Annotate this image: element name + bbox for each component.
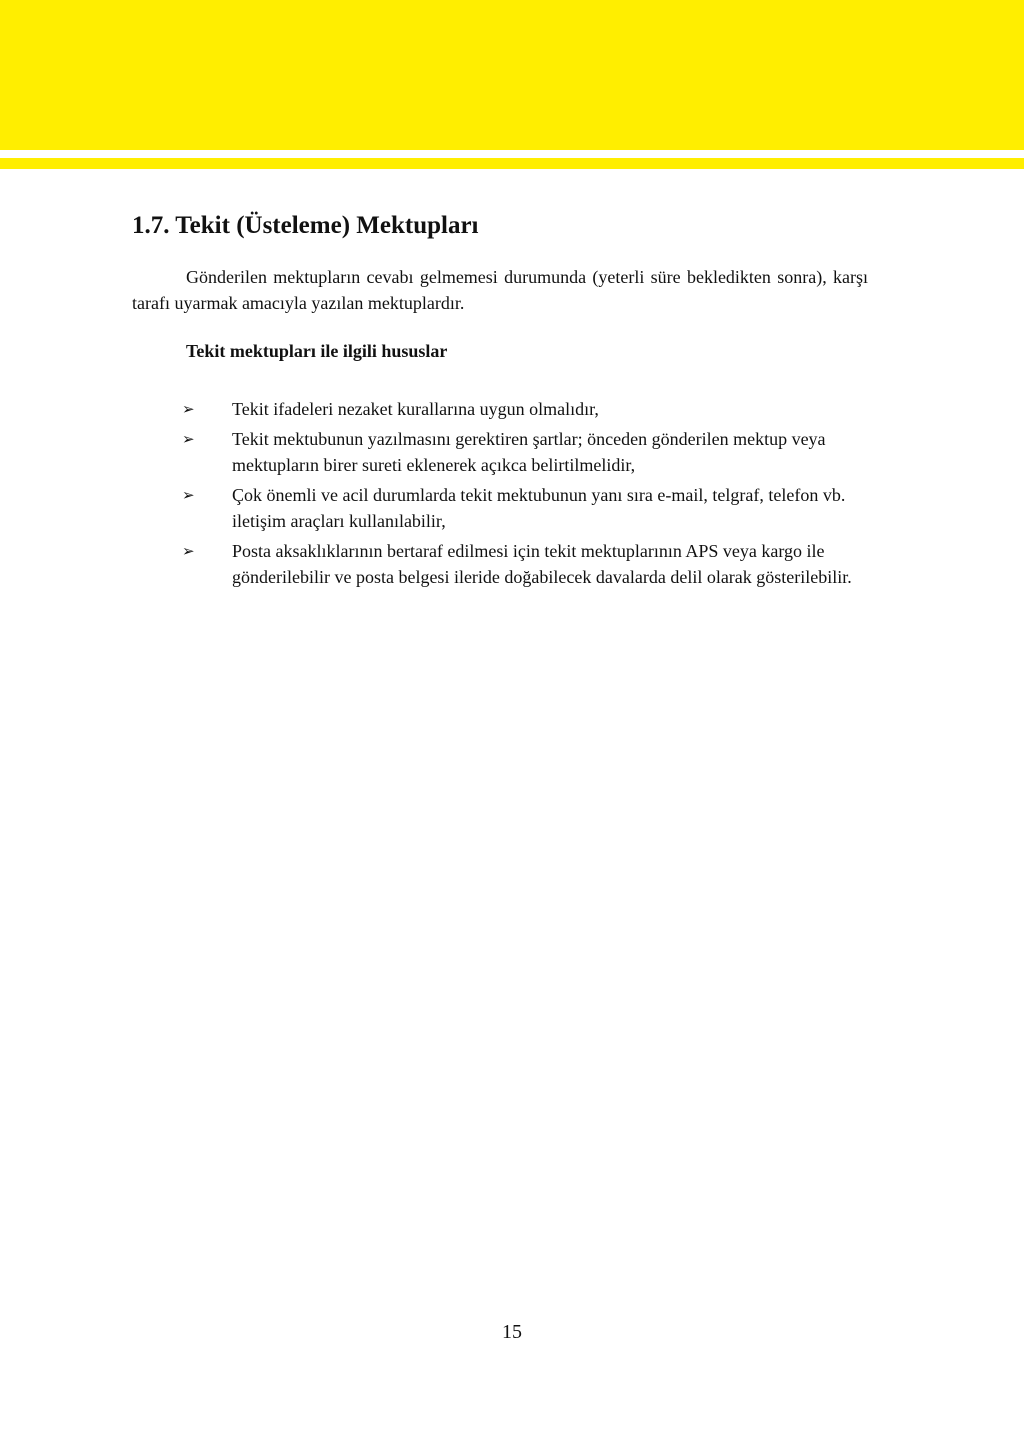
arrowhead-bullet-icon: ➢ xyxy=(182,400,195,418)
section-title: 1.7. Tekit (Üsteleme) Mektupları xyxy=(132,212,479,239)
list-item xyxy=(132,538,882,590)
list-item-text: Tekit mektubunun yazılmasını gerektiren şartlar; önceden gönderilen mektup veya mektupların birer sureti eklenerek açıkca belirtilmelidir, xyxy=(232,429,826,475)
bullet-list xyxy=(132,396,868,590)
header-yellow-band xyxy=(0,0,1024,150)
arrowhead-bullet-icon: ➢ xyxy=(182,542,195,560)
list-item xyxy=(132,396,882,422)
list-item-text: Posta aksaklıklarının bertaraf edilmesi için tekit mektuplarının APS veya kargo ile gönderilebilir ve posta belgesi ileride doğabilecek davalarda delil olarak gösterilebilir. xyxy=(232,541,852,587)
list-item xyxy=(132,482,882,534)
page-number: 15 xyxy=(502,1321,522,1343)
arrowhead-bullet-icon: ➢ xyxy=(182,430,195,448)
list-item xyxy=(132,426,882,478)
arrowhead-bullet-icon: ➢ xyxy=(182,486,195,504)
page-content xyxy=(132,208,868,594)
list-item-text: Tekit ifadeleri nezaket kurallarına uygun olmalıdır, xyxy=(232,399,599,419)
intro-paragraph: Gönderilen mektupların cevabı gelmemesi durumunda (yeterli süre bekledikten sonra), karşı tarafı uyarmak amacıyla yazılan mektuplardır. xyxy=(132,267,868,313)
list-item-text: Çok önemli ve acil durumlarda tekit mektubunun yanı sıra e-mail, telgraf, telefon vb. iletişim araçları kullanılabilir, xyxy=(232,485,846,531)
header-yellow-strip xyxy=(0,158,1024,169)
subheading: Tekit mektupları ile ilgili hususlar xyxy=(186,341,448,361)
